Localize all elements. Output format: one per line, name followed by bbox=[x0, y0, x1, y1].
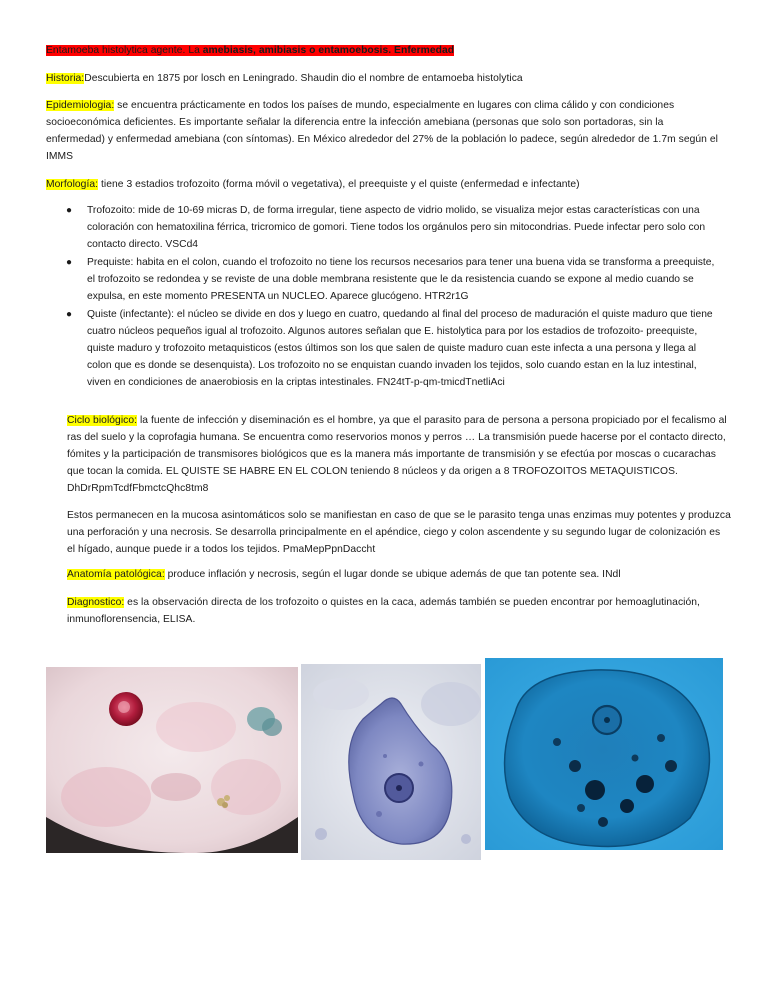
bullet-dot-icon: ● bbox=[66, 257, 73, 268]
epidemiologia-text: se encuentra prácticamente en todos los países de mundo, especialmente en lugares con clima cálido y con condiciones socioeconómica deficientes. Es importante señalar la diferencia entre la infección amebiana (personas que solo son portadoras, sin la enfermedad) y enfermedad amebiana (con síntomas). En México alrededor del 27% de la población lo padece, según alrededor de 1.7m según el IMMS bbox=[46, 100, 718, 162]
epidemiologia-label: Epidemiologia: bbox=[46, 100, 115, 111]
title-highlight bbox=[46, 45, 454, 56]
ciclo-paragraph bbox=[67, 412, 727, 497]
historia-paragraph bbox=[46, 70, 726, 87]
historia-label: Historia: bbox=[46, 73, 85, 84]
morfologia-label: Morfología: bbox=[46, 179, 99, 190]
bullet-dot-icon: ● bbox=[66, 205, 73, 216]
historia-text: Descubierta en 1875 por losch en Leningrado. Shaudin dio el nombre de entamoeba histolytica bbox=[84, 73, 523, 84]
ciclo-label: Ciclo biológico: bbox=[67, 415, 138, 426]
anatomia-paragraph bbox=[67, 566, 727, 583]
bullet-dot-icon: ● bbox=[66, 309, 73, 320]
bullet-text: Trofozoito: mide de 10-69 micras D, de forma irregular, tiene aspecto de vidrio molido, se visualiza mejor estas características con una coloración con hematoxilina férrica, tricromico de gomori. Tiene todos los orgánulos pero sin mitocondrias. Puede infectar pero solo con contacto directo. VSCd4 bbox=[87, 205, 706, 250]
bullet-trofozoito bbox=[60, 202, 720, 253]
epidemiologia-paragraph bbox=[46, 97, 722, 165]
bullet-text: Prequiste: habita en el colon, cuando el trofozoito no tiene los recursos necesarios para tener una buena vida se transforma a preequiste, el trofozoito se redondea y se reviste de una doble membrana resistente que le da resistencia cuando se expone al medio cuando se expulsa, en este momento PRESENTA un NUCLEO. Aparece glucógeno. HTR2r1G bbox=[87, 257, 715, 302]
bullet-text: Quiste (infectante): el núcleo se divide en dos y luego en cuatro, quedando al final del proceso de maduración el quiste maduro que tiene cuatro núcleos pequeños igual al trofozoito. Algunos autores señalan que E. histolytica para por los estadios de trofozoito- preequiste, quiste maduro y trofozoito metaquisticos (estos últimos son los que salen de quiste maduro cuan este infecta a una persona y llega al colon que es donde se desenquista). Los trofozoito no se enquistan cuando invaden los tejidos, solo cuando estan en la luz intestinal, viven en condiciones de anaerobiosis en la criptas intestinales. FN24tT-p-qm-tmicdTnetliAci bbox=[87, 309, 713, 388]
micrograph-trophozoite bbox=[301, 664, 481, 860]
morfologia-bullet-list bbox=[60, 202, 720, 392]
diagnostico-label: Diagnostico: bbox=[67, 597, 125, 608]
ciclo-text: la fuente de infección y diseminación es el hombre, ya que el parasito para de persona a persona propiciado por el fecalismo al ras del suelo y la coprofagia humana. Se encuentra como reservorios monos y perros … La transmisión puede hacerse por el contacto directo, fómites y la participación de transmisores biológicos que es la manera más importante de transmisión y se efectúa por moscas o cucarachas que tocan la comida. EL QUISTE SE HABRE EN EL COLON teniendo 8 núcleos y da origen a 8 TROFOZOITOS METAQUISTICOS. DhDrRpmTcdfFbmctcQhc8tm8 bbox=[67, 415, 727, 494]
title-prefix: Entamoeba histolytica agente. La bbox=[46, 45, 203, 56]
micrograph-cyst-stained bbox=[46, 667, 298, 853]
micrograph-cyst-blue bbox=[485, 658, 723, 850]
title-line bbox=[46, 42, 726, 59]
bullet-quiste bbox=[60, 306, 720, 391]
morfologia-paragraph bbox=[46, 176, 726, 193]
anatomia-text: produce inflación y necrosis, según el lugar donde se ubique además de que tan potente sea. INdl bbox=[164, 569, 621, 580]
bullet-prequiste bbox=[60, 254, 720, 305]
morfologia-text: tiene 3 estadios trofozoito (forma móvil o vegetativa), el preequiste y el quiste (enfermedad e infectante) bbox=[98, 179, 580, 190]
anatomia-label: Anatomía patológica: bbox=[67, 569, 165, 580]
estos-paragraph bbox=[67, 507, 731, 558]
title-bold: amebiasis, amibiasis o entamoebosis. Enfermedad bbox=[202, 45, 455, 56]
estos-text: Estos permanecen en la mucosa asintomáticos solo se manifiestan en caso de que se le parasito tenga unas enzimas muy potentes y produzca una perforación y una necrosis. Se desarrolla principalmente en el apéndice, ciego y colon ascendente y su segundo lugar de colonización es el hígado, aunque puede ir a todos los tejidos. PmaMepPpnDaccht bbox=[67, 510, 731, 555]
diagnostico-text: es la observación directa de los trofozoito o quistes en la caca, además también se pueden encontrar por hemoaglutinación, inmunoflorensencia, ELISA. bbox=[67, 597, 700, 625]
diagnostico-paragraph bbox=[67, 594, 727, 628]
